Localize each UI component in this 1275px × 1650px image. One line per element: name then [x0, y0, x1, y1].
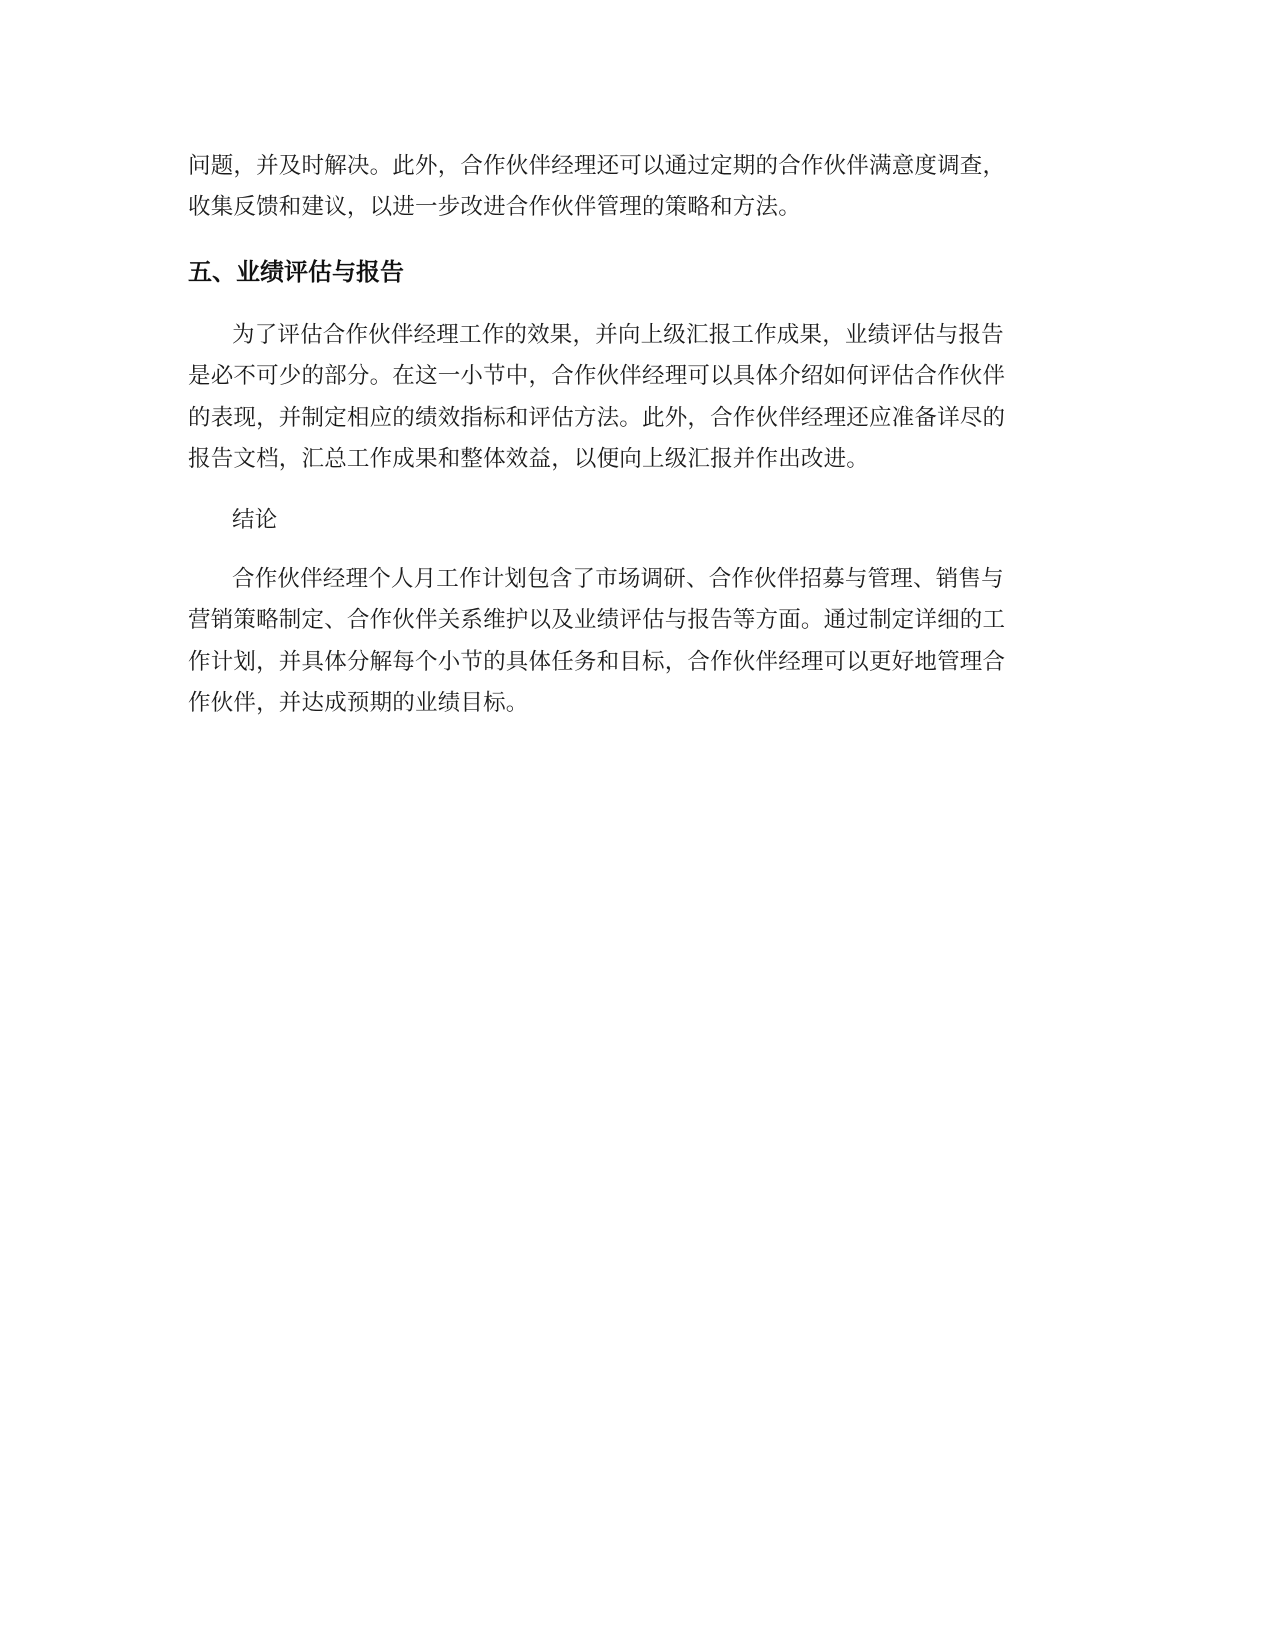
conclusion-title: 结论	[232, 507, 278, 533]
section-5-line-2: 是必不可少的部分。在这一小节中，合作伙伴经理可以具体介绍如何评估合作伙伴	[188, 363, 1006, 389]
conclusion-line-2: 营销策略制定、合作伙伴关系维护以及业绩评估与报告等方面。通过制定详细的工	[188, 607, 1006, 633]
intro-line-2: 收集反馈和建议，以进一步改进合作伙伴管理的策略和方法。	[188, 194, 801, 220]
section-5-line-4: 报告文档，汇总工作成果和整体效益，以便向上级汇报并作出改进。	[188, 446, 870, 472]
section-5-heading: 五、业绩评估与报告	[188, 258, 404, 286]
section-5-line-3: 的表现，并制定相应的绩效指标和评估方法。此外，合作伙伴经理还应准备详尽的	[188, 405, 1006, 431]
conclusion-line-1: 合作伙伴经理个人月工作计划包含了市场调研、合作伙伴招募与管理、销售与	[232, 566, 1004, 592]
conclusion-line-3: 作计划，并具体分解每个小节的具体任务和目标，合作伙伴经理可以更好地管理合	[188, 649, 1006, 675]
conclusion-line-4: 作伙伴，并达成预期的业绩目标。	[188, 690, 529, 716]
intro-line-1: 问题，并及时解决。此外，合作伙伴经理还可以通过定期的合作伙伴满意度调查，	[188, 153, 1006, 179]
section-5-line-1: 为了评估合作伙伴经理工作的效果，并向上级汇报工作成果，业绩评估与报告	[232, 322, 1004, 348]
